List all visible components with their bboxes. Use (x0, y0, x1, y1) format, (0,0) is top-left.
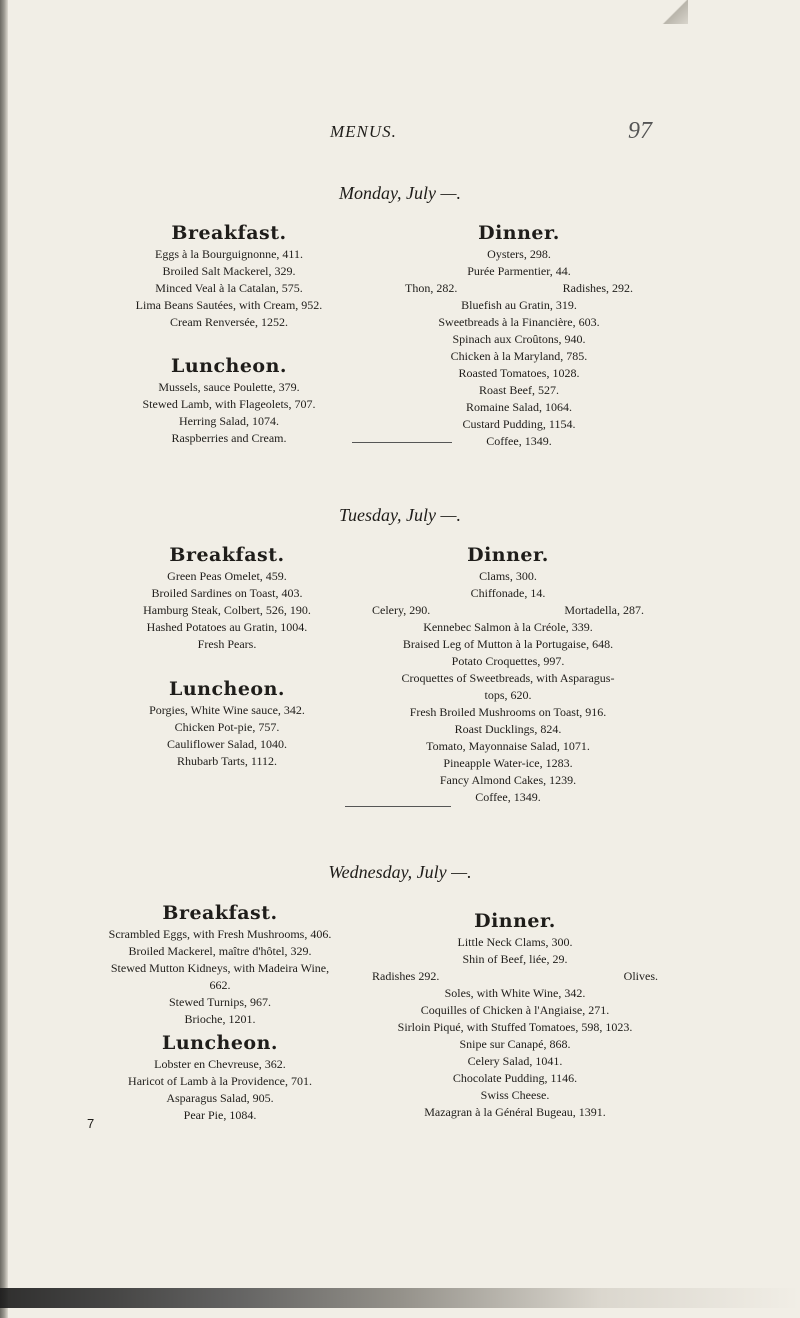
menu-item: Stewed Mutton Kidneys, with Madeira Wine, (110, 961, 330, 975)
menu-item: Fancy Almond Cakes, 1239. (439, 773, 577, 787)
menu-item: Haricot of Lamb à la Providence, 701. (128, 1074, 312, 1088)
menu-item: Roast Ducklings, 824. (454, 722, 562, 736)
menu-item: Bluefish au Gratin, 319. (461, 298, 577, 312)
menu-item: Coffee, 1349. (486, 434, 552, 448)
menu-item: Chicken Pot-pie, 757. (174, 720, 280, 734)
menu-item: Braised Leg of Mutton à la Portugaise, 648. (402, 637, 614, 651)
menu-item-split (372, 602, 644, 619)
menu-item: Stewed Turnips, 967. (168, 995, 272, 1009)
menu-item-part: Radishes 292. (372, 969, 440, 983)
section-rule-1 (352, 442, 452, 443)
wednesday-breakfast-title: Breakfast. (162, 902, 278, 924)
menu-item: Chocolate Pudding, 1146. (452, 1071, 578, 1085)
monday-breakfast (118, 220, 340, 331)
menu-item: Stewed Lamb, with Flageolets, 707. (142, 397, 316, 411)
menu-item: Soles, with White Wine, 342. (444, 986, 586, 1000)
page-number: 97 (628, 118, 652, 144)
page-corner-fold (662, 0, 688, 24)
menu-item-part: Thon, 282. (405, 281, 458, 295)
menu-item: Kennebec Salmon à la Créole, 339. (423, 620, 593, 634)
menu-item: Hashed Potatoes au Gratin, 1004. (146, 620, 308, 634)
menu-item: Brioche, 1201. (184, 1012, 256, 1026)
menu-item: Celery Salad, 1041. (467, 1054, 563, 1068)
monday-luncheon-title: Luncheon. (170, 355, 288, 377)
wednesday-dinner-title: Dinner. (474, 910, 556, 932)
menu-item: Fresh Pears. (197, 637, 257, 651)
day-heading-tuesday: Tuesday, July —. (339, 505, 461, 525)
menu-item: Swiss Cheese. (480, 1088, 550, 1102)
menu-item: Little Neck Clams, 300. (457, 935, 573, 949)
menu-item: Pineapple Water-ice, 1283. (443, 756, 573, 770)
menu-item: Raspberries and Cream. (171, 431, 287, 445)
section-rule-2 (345, 806, 451, 807)
menu-item: Shin of Beef, liée, 29. (462, 952, 568, 966)
menu-item: Mussels, sauce Poulette, 379. (158, 380, 300, 394)
menu-item: Rhubarb Tarts, 1112. (176, 754, 278, 768)
menu-item: Eggs à la Bourguignonne, 411. (155, 247, 303, 261)
menu-item: Green Peas Omelet, 459. (167, 569, 287, 583)
menu-item: Broiled Mackerel, maître d'hôtel, 329. (128, 944, 312, 958)
menu-item: Broiled Sardines on Toast, 403. (151, 586, 303, 600)
menu-item: Pear Pie, 1084. (183, 1108, 257, 1122)
monday-breakfast-title: Breakfast. (171, 222, 287, 244)
day-heading-wednesday: Wednesday, July —. (328, 862, 472, 882)
menu-item: Mazagran à la Général Bugeau, 1391. (424, 1105, 606, 1119)
menu-item-split (372, 968, 658, 985)
menu-item: Chiffonade, 14. (470, 586, 546, 600)
menu-item: Oysters, 298. (487, 247, 551, 261)
tuesday-breakfast-title: Breakfast. (169, 544, 285, 566)
menu-item-part: Mortadella, 287. (564, 603, 644, 617)
menu-item-split (405, 280, 633, 297)
menu-item: Cream Renversée, 1252. (170, 315, 288, 329)
menu-item: Sirloin Piqué, with Stuffed Tomatoes, 598, 1023. (397, 1020, 633, 1034)
tuesday-luncheon (120, 676, 334, 770)
menu-item: Scrambled Eggs, with Fresh Mushrooms, 406. (108, 927, 332, 941)
menu-item: Minced Veal à la Catalan, 575. (155, 281, 303, 295)
monday-luncheon (118, 353, 340, 447)
menu-item-part: Olives. (623, 969, 658, 983)
menu-item: Romaine Salad, 1064. (466, 400, 572, 414)
tuesday-luncheon-title: Luncheon. (168, 678, 286, 700)
menu-item: Fresh Broiled Mushrooms on Toast, 916. (409, 705, 607, 719)
menu-item: Broiled Salt Mackerel, 329. (162, 264, 296, 278)
menu-item: Croquettes of Sweetbreads, with Asparagus- (401, 671, 615, 685)
menu-item: Roast Beef, 527. (479, 383, 559, 397)
menu-item: Chicken à la Maryland, 785. (450, 349, 588, 363)
wednesday-dinner (372, 908, 658, 1121)
menu-item: Lima Beans Sautées, with Cream, 952. (135, 298, 323, 312)
menu-item: Tomato, Mayonnaise Salad, 1071. (426, 739, 590, 753)
menu-item: tops, 620. (484, 688, 532, 702)
tuesday-breakfast (120, 542, 334, 653)
menu-item-part: Celery, 290. (372, 603, 431, 617)
day-heading-monday: Monday, July —. (339, 183, 461, 203)
monday-dinner-title: Dinner. (478, 222, 560, 244)
menu-item: Snipe sur Canapé, 868. (459, 1037, 571, 1051)
menu-item: Roasted Tomatoes, 1028. (458, 366, 580, 380)
wednesday-luncheon-title: Luncheon. (161, 1032, 279, 1054)
running-head: MENUS. (330, 122, 397, 141)
tuesday-dinner (372, 542, 644, 806)
wednesday-breakfast (84, 900, 356, 1028)
menu-item: Cauliflower Salad, 1040. (167, 737, 287, 751)
bottom-edge-shadow (0, 1288, 800, 1308)
menu-item: Custard Pudding, 1154. (462, 417, 576, 431)
menu-item: 662. (209, 978, 231, 992)
menu-item: Herring Salad, 1074. (179, 414, 279, 428)
menu-item: Coffee, 1349. (475, 790, 541, 804)
menu-item: Spinach aux Croûtons, 940. (452, 332, 586, 346)
wednesday-luncheon (84, 1030, 356, 1124)
menu-item: Hamburg Steak, Colbert, 526, 190. (143, 603, 311, 617)
menu-item: Lobster en Chevreuse, 362. (154, 1057, 286, 1071)
menu-item: Asparagus Salad, 905. (166, 1091, 274, 1105)
menu-item: Coquilles of Chicken à l'Angiaise, 271. (420, 1003, 610, 1017)
menu-item: Purée Parmentier, 44. (467, 264, 571, 278)
menu-item: Potato Croquettes, 997. (451, 654, 565, 668)
menu-item-part: Radishes, 292. (562, 281, 633, 295)
monday-dinner (405, 220, 633, 450)
menu-item: Porgies, White Wine sauce, 342. (149, 703, 305, 717)
tuesday-dinner-title: Dinner. (467, 544, 549, 566)
menu-item: Sweetbreads à la Financière, 603. (438, 315, 600, 329)
menu-item: Clams, 300. (479, 569, 537, 583)
signature-mark: 7 (87, 1116, 95, 1131)
